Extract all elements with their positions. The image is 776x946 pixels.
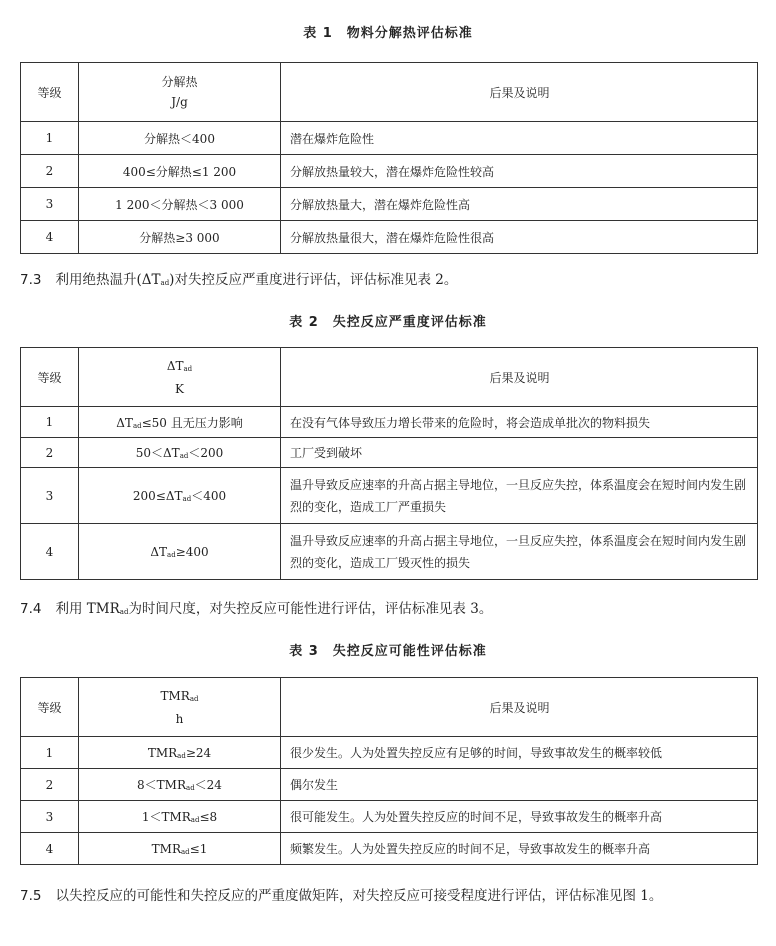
row-desc: 偶尔发生: [281, 769, 758, 801]
table2: [20, 347, 758, 580]
table-row: [21, 769, 758, 801]
table1-header-level: 等级: [21, 63, 79, 122]
table1-caption: 表 1 物料分解热评估标准: [303, 26, 473, 41]
table-row: [21, 833, 758, 865]
table-row: [21, 407, 758, 438]
table2-header-unit: K: [175, 381, 184, 396]
table1: [20, 62, 758, 254]
section-text: 利用 TMR: [55, 601, 120, 617]
table1-header-row: [21, 63, 758, 122]
table1-header-metric-name: 分解热: [161, 75, 198, 89]
section-text-sub: ad: [119, 608, 129, 616]
row-level: 4: [21, 833, 79, 865]
row-desc: 在没有气体导致压力增长带来的危险时，将会造成单批次的物料损失: [281, 407, 758, 438]
table1-header-desc: 后果及说明: [281, 63, 758, 122]
table2-header-row: [21, 348, 758, 407]
row-desc: 很可能发生。人为处置失控反应的时间不足，导致事故发生的概率升高: [281, 801, 758, 833]
table2-header-desc: 后果及说明: [281, 348, 758, 407]
table3-caption: 表 3 失控反应可能性评估标准: [289, 644, 487, 659]
row-level: 1: [21, 407, 79, 438]
row-desc: 分解放热量大，潜在爆炸危险性高: [281, 188, 758, 221]
table2-header-metric: [79, 348, 281, 407]
section-7-5: [20, 884, 760, 908]
table-row: [21, 155, 758, 188]
row-range: $\Delta T_{ad}\ge 400$: [79, 524, 281, 580]
section-text-sub: ad: [160, 279, 170, 287]
row-level: 3: [21, 468, 79, 524]
section-number: 7.5: [20, 888, 42, 904]
row-desc: 频繁发生。人为处置失控反应的时间不足，导致事故发生的概率升高: [281, 833, 758, 865]
row-range: $1<TMR_{ad}\le 8$: [79, 801, 281, 833]
row-desc: 温升导致反应速率的升高占据主导地位，一旦反应失控，体系温度会在短时间内发生剧烈的变化，造成工厂严重损失: [281, 468, 758, 524]
row-range: 400≤分解热≤1 200: [79, 155, 281, 188]
table-row: [21, 122, 758, 155]
row-level: 2: [21, 155, 79, 188]
row-range: $50<\Delta T_{ad}<200$: [79, 438, 281, 468]
row-range: 分解热＜400: [79, 122, 281, 155]
row-level: 4: [21, 524, 79, 580]
table3-header-unit: h: [175, 711, 184, 726]
row-desc: 很少发生。人为处置失控反应有足够的时间，导致事故发生的概率较低: [281, 737, 758, 769]
table1-header-metric: [79, 63, 281, 122]
table-row: [21, 524, 758, 580]
table3-header-metric-name: $TMR_{ad}$: [160, 688, 199, 703]
row-range: $8<TMR_{ad}<24$: [79, 769, 281, 801]
section-7-4: [20, 598, 760, 623]
table-row: [21, 221, 758, 254]
section-number: 7.3: [20, 272, 42, 288]
row-level: 4: [21, 221, 79, 254]
row-desc: 温升导致反应速率的升高占据主导地位，一旦反应失控，体系温度会在短时间内发生剧烈的变化，造成工厂毁灭性的损失: [281, 524, 758, 580]
row-desc: 潜在爆炸危险性: [281, 122, 758, 155]
table2-header-metric-name: $\Delta T_{ad}$: [166, 358, 193, 373]
row-level: 1: [21, 737, 79, 769]
row-level: 2: [21, 438, 79, 468]
table-row: [21, 438, 758, 468]
row-range: 分解热≥3 000: [79, 221, 281, 254]
section-7-3: [20, 269, 760, 294]
table-row: [21, 801, 758, 833]
section-text: 为时间尺度，对失控反应可能性进行评估，评估标准见表 3。: [128, 601, 493, 617]
table3: [20, 677, 758, 865]
table-row: [21, 737, 758, 769]
row-desc: 工厂受到破坏: [281, 438, 758, 468]
row-desc: 分解放热量很大，潜在爆炸危险性很高: [281, 221, 758, 254]
row-range: $\Delta T_{ad}\le 50$ 且无压力影响: [79, 407, 281, 438]
row-range: $200\le\Delta T_{ad}<400$: [79, 468, 281, 524]
table-row: [21, 188, 758, 221]
table3-header-metric: [79, 678, 281, 737]
section-text: 利用绝热温升(ΔT: [55, 272, 161, 288]
table-row: [21, 468, 758, 524]
section-text: )对失控反应严重度进行评估，评估标准见表 2。: [169, 272, 458, 288]
table3-header-level: 等级: [21, 678, 79, 737]
table3-header-row: [21, 678, 758, 737]
row-range: 1 200＜分解热＜3 000: [79, 188, 281, 221]
row-desc: 分解放热量较大，潜在爆炸危险性较高: [281, 155, 758, 188]
row-level: 1: [21, 122, 79, 155]
row-level: 3: [21, 801, 79, 833]
table2-caption: 表 2 失控反应严重度评估标准: [289, 315, 487, 330]
table2-header-level: 等级: [21, 348, 79, 407]
row-range: $TMR_{ad}\ge 24$: [79, 737, 281, 769]
section-number: 7.4: [20, 601, 42, 617]
row-level: 2: [21, 769, 79, 801]
table1-header-unit: J/g: [171, 95, 188, 109]
section-text: 以失控反应的可能性和失控反应的严重度做矩阵，对失控反应可接受程度进行评估，评估标准见图 1。: [55, 888, 663, 904]
row-level: 3: [21, 188, 79, 221]
table3-header-desc: 后果及说明: [281, 678, 758, 737]
row-range: $TMR_{ad}\le 1$: [79, 833, 281, 865]
